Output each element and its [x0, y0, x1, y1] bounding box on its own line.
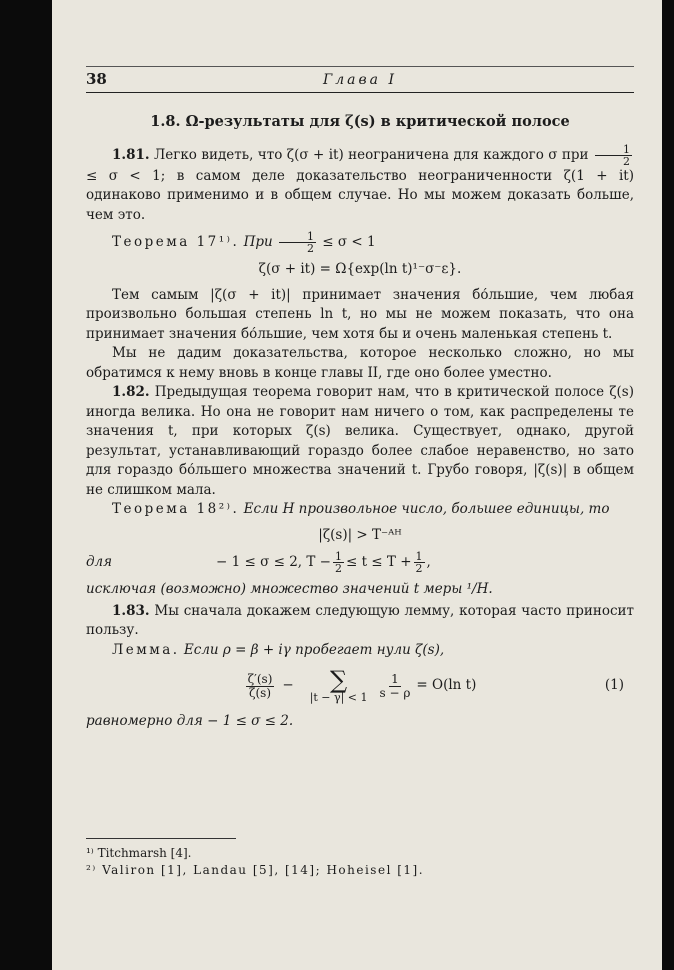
page-number: 38 — [86, 70, 107, 88]
book-page — [52, 0, 662, 970]
para-text: Легко видеть, что ζ(σ + it) неограничена для каждого σ при — [154, 146, 589, 163]
log-derivative: $\frac{\zeta'(s)}{\zeta(s)}$ — [247, 671, 273, 700]
paragraph-after-17-b: Мы не дадим доказательства, которое несколько сложно, но мы обратимся к нему вновь в конце главы II, где оно более уместно. — [86, 345, 634, 381]
theorem-17 — [86, 231, 634, 254]
theorem-18-exception: исключая (возможно) множество значений t меры ¹/H. — [86, 581, 493, 597]
paragraph-after-17-a: Тем самым |ζ(σ + it)| принимает значения бо́льшие, чем любая произвольно большая степень ln t, но мы не можем показать, что она принимает значения бо́льшие, чем хотя бы и очень маленькая степень t. — [86, 286, 634, 342]
footnote-rule — [86, 838, 236, 839]
reciprocal-term: $\frac{1}{s - \rho}$ — [379, 671, 411, 700]
para-text: Предыдущая теорема говорит нам, что в критической полосе ζ(s) иногда велика. Но она не говорит нам ничего о том, как распределены те значения t, при которых ζ(s) велика. Существует, однако, другой результат, устанавливающий гораздо более слабое неравенство, но зато для гораздо бо́льшего множества значений t. Грубо говоря, |ζ(s)| в общем не слишком мала. — [86, 384, 634, 498]
theorem-17-formula: ζ(σ + it) = Ω{exp(ln t)¹⁻σ⁻ε}. — [258, 261, 462, 277]
lemma-uniform: равномерно для − 1 ≤ σ ≤ 2. — [86, 713, 294, 729]
para-label: 1.82. — [112, 384, 150, 400]
chapter-title: Глава I — [322, 72, 397, 88]
equation-number: (1) — [604, 677, 624, 694]
paragraph-1-82 — [86, 383, 634, 500]
range-for-label: для — [86, 553, 113, 570]
lemma — [86, 641, 634, 661]
half-fraction: $\frac{1}{2}$ — [279, 231, 316, 254]
theorem-condition-2: ≤ σ < 1 — [322, 234, 376, 250]
footnote-2: ²⁾ Valiron [1], Landau [5], [14]; Hoheisel [1]. — [86, 863, 425, 877]
range-part-b: ≤ t ≤ T + — [345, 553, 412, 570]
half-fraction: $\frac{1}{2}$ — [334, 550, 342, 575]
theorem-label: Теорема 17¹⁾. — [112, 234, 240, 250]
section-title: 1.8. Ω-результаты для ζ(s) в критической полосе — [150, 113, 570, 130]
header-rule — [86, 66, 634, 67]
running-header — [86, 70, 634, 93]
half-fraction: $\frac{1}{2}$ — [595, 144, 632, 167]
minus-sign: − — [282, 677, 294, 694]
big-o-bound: = O(ln t) — [416, 677, 477, 694]
paragraph-1-83 — [86, 602, 634, 641]
range-part-c: , — [426, 553, 431, 570]
para-text: Мы сначала докажем следующую лемму, которая часто приносит пользу. — [86, 602, 634, 638]
footnote-1: ¹⁾ Titchmarsh [4]. — [86, 846, 192, 860]
theorem-text: Если H произвольное число, большее единицы, то — [243, 501, 610, 517]
lemma-label: Лемма. — [112, 641, 180, 658]
theorem-condition: При — [243, 234, 273, 250]
half-fraction: $\frac{1}{2}$ — [415, 550, 423, 575]
theorem-18-range — [86, 551, 634, 574]
theorem-18 — [86, 500, 634, 520]
para-label: 1.83. — [112, 602, 150, 619]
para-label: 1.81. — [112, 146, 150, 163]
para-text: ≤ σ < 1; в самом деле доказательство неограниченности ζ(1 + it) одинаково применимо и в общем случае. Но мы можем доказать больше, чем это. — [86, 167, 634, 223]
page-body — [86, 108, 634, 732]
lemma-formula — [86, 668, 634, 704]
footnotes — [86, 838, 634, 879]
sum-operator: ∑ |t − γ| < 1 — [309, 666, 368, 704]
lemma-text: Если ρ = β + iγ пробегает нули ζ(s), — [183, 641, 445, 658]
theorem-label: Теорема 18²⁾. — [112, 501, 240, 517]
paragraph-1-81 — [86, 144, 634, 226]
range-part-a: − 1 ≤ σ ≤ 2, T − — [216, 553, 331, 570]
theorem-18-formula: |ζ(s)| > T⁻ᴬᴴ — [318, 526, 402, 543]
